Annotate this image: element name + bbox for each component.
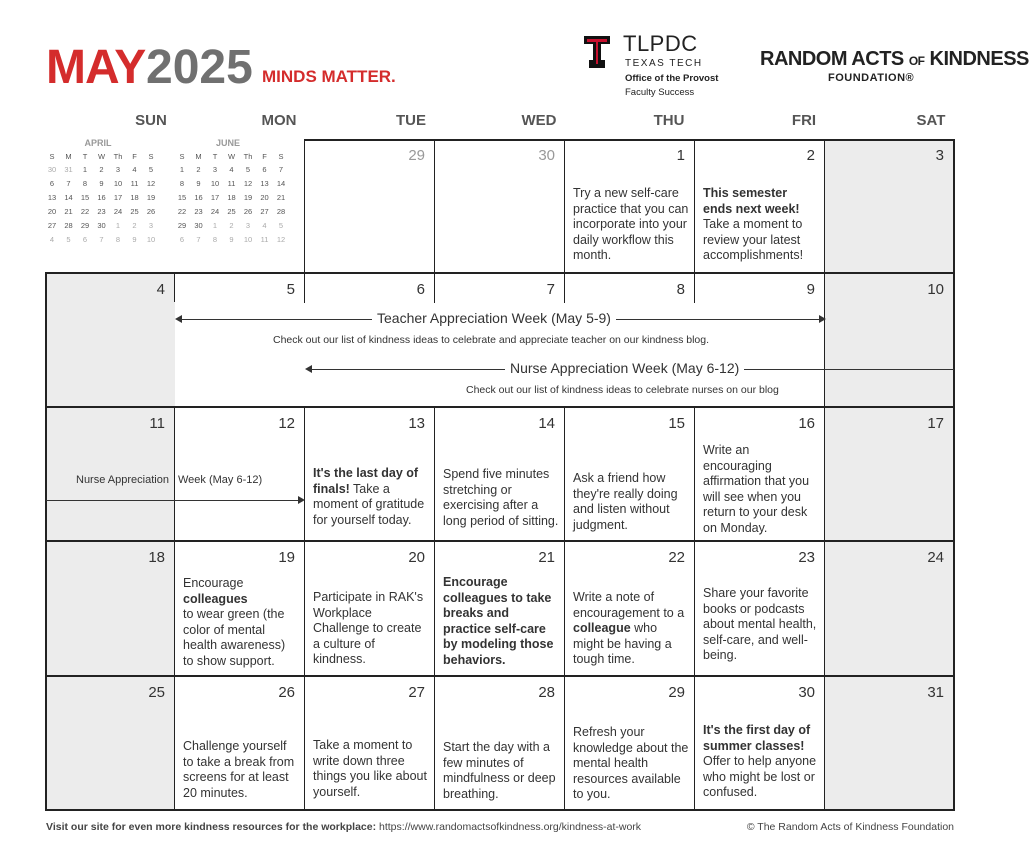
grid-line xyxy=(46,272,955,274)
mini-calendar-day: 9 xyxy=(132,235,137,244)
texas-tech-logo-icon xyxy=(582,34,612,70)
mini-calendar-dow: M xyxy=(65,152,72,161)
day-cell-may-28[interactable] xyxy=(435,676,565,810)
mini-calendar-dow: S xyxy=(148,152,154,161)
mini-calendar-day: 19 xyxy=(243,193,253,202)
mini-calendar-day: 2 xyxy=(99,165,104,174)
mini-calendar-day: 9 xyxy=(229,235,234,244)
mini-calendar-day: 10 xyxy=(113,179,123,188)
mini-calendar-day: 11 xyxy=(227,179,236,188)
rak-logo-line2: FOUNDATION® xyxy=(828,72,915,84)
mini-calendar-day: 14 xyxy=(64,193,73,202)
mini-calendar-day: 13 xyxy=(47,193,57,202)
weekday-sun: SUN xyxy=(135,112,167,129)
mini-calendar-day: 3 xyxy=(212,165,218,174)
mini-calendar-day: 12 xyxy=(243,179,253,188)
mini-calendar-day: 3 xyxy=(245,221,251,230)
mini-calendar-day: 17 xyxy=(113,193,123,202)
mini-calendar-day: 25 xyxy=(130,207,139,216)
mini-calendar-day: 7 xyxy=(278,165,284,174)
mini-calendar-day: 2 xyxy=(196,165,201,174)
mini-calendar-day: 22 xyxy=(80,207,90,216)
mini-calendar-day: 23 xyxy=(194,207,203,216)
mini-calendar-day: 1 xyxy=(212,221,218,230)
day-cell-may-10[interactable] xyxy=(825,273,954,407)
day-cell-may-31[interactable] xyxy=(825,676,954,810)
day-number: 14 xyxy=(538,415,555,432)
mini-calendar-day: 16 xyxy=(97,193,106,202)
nurse-week-desc[interactable]: Check out our list of kindness ideas to celebrate nurses on our blog xyxy=(466,384,779,396)
day-note: This semester ends next week! Take a moment to review your latest accomplishments! xyxy=(703,186,804,262)
day-note: Share your favorite books or podcasts about mental health, self-care, and well-being. xyxy=(703,586,817,662)
day-cell-may-17[interactable] xyxy=(825,407,954,541)
day-note: Write an encouraging affirmation that you will see when you return to your desk on Monday. xyxy=(703,443,810,535)
mini-calendar-dow: W xyxy=(97,152,106,161)
weekday-tue: TUE xyxy=(396,112,426,129)
mini-calendar-day: 27 xyxy=(260,207,269,216)
grid-line xyxy=(304,406,305,811)
day-number: 30 xyxy=(798,684,815,701)
mini-calendar-day: 8 xyxy=(212,235,218,244)
day-note: It's the first day of summer classes! Offer to help anyone who might be lost or confused. xyxy=(703,723,817,799)
day-number: 11 xyxy=(149,415,165,432)
day-cell-may-16[interactable] xyxy=(695,407,825,541)
day-cell-may-14[interactable] xyxy=(435,407,565,541)
mini-calendar-dow: Th xyxy=(113,152,123,161)
mini-calendar-day: 6 xyxy=(179,235,185,244)
day-note: Take a moment to write down three things you like about yourself. xyxy=(313,738,427,799)
grid-line xyxy=(304,139,305,303)
mini-calendar-day: 6 xyxy=(262,165,267,174)
day-number: 12 xyxy=(278,415,295,432)
weekday-sat: SAT xyxy=(916,112,946,129)
day-note: Refresh your knowledge about the mental health resources available to you. xyxy=(573,725,689,801)
day-number: 19 xyxy=(278,549,295,566)
grid-line xyxy=(564,139,565,303)
mini-calendar-day: 15 xyxy=(80,193,90,202)
mini-calendar-june xyxy=(178,138,294,248)
day-note: Try a new self-care practice that you can incorporate into your daily workflow this month. xyxy=(573,186,689,262)
mini-calendar-day: 29 xyxy=(80,221,90,230)
mini-calendar-title: JUNE xyxy=(215,138,240,148)
day-number: 29 xyxy=(668,684,685,701)
day-note: Start the day with a few minutes of mindfulness or deep breathing. xyxy=(443,740,556,801)
mini-calendar-day: 28 xyxy=(276,207,286,216)
mini-calendar-day: 5 xyxy=(278,221,284,230)
mini-calendar-day: 29 xyxy=(177,221,187,230)
day-number: 9 xyxy=(806,281,815,298)
grid-line xyxy=(46,540,955,542)
mini-calendar-day: 1 xyxy=(82,165,88,174)
mini-calendar-day: 17 xyxy=(210,193,220,202)
mini-calendar-day: 16 xyxy=(194,193,203,202)
day-note: Ask a friend how they're really doing and listen without judgment. xyxy=(573,471,678,532)
faculty-label: Faculty Success xyxy=(625,87,695,98)
mini-calendar-dow: S xyxy=(278,152,284,161)
month-title: MAY xyxy=(46,41,146,94)
grid-line xyxy=(953,139,955,811)
mini-calendar-day: 4 xyxy=(49,235,55,244)
day-number: 5 xyxy=(286,281,295,298)
nurse-week-cont-label-a: Nurse Appreciation xyxy=(76,474,169,486)
mini-calendar-day: 8 xyxy=(115,235,121,244)
day-cell-may-5[interactable] xyxy=(175,273,305,303)
mini-calendar-dow: S xyxy=(179,152,185,161)
arrow-left-icon xyxy=(305,365,312,373)
day-cell-may-19[interactable] xyxy=(175,541,305,676)
day-cell-may-13[interactable] xyxy=(305,407,435,541)
mini-calendar-day: 8 xyxy=(179,179,185,188)
mini-calendar-day: 23 xyxy=(97,207,106,216)
grid-line xyxy=(46,406,955,408)
day-cell-may-4[interactable] xyxy=(46,273,175,407)
mini-calendar-day: 24 xyxy=(113,207,123,216)
day-number: 1 xyxy=(676,147,685,164)
day-number: 2 xyxy=(806,147,815,164)
mini-calendar-day: 11 xyxy=(260,235,269,244)
mini-calendar-day: 2 xyxy=(229,221,234,230)
mini-calendar-day: 21 xyxy=(64,207,73,216)
nurse-week-title: Nurse Appreciation Week (May 6-12) xyxy=(505,360,744,376)
day-number: 7 xyxy=(546,281,555,298)
day-note: Encourage colleagues to take breaks and practice self-care by modeling those behaviors. xyxy=(443,575,554,667)
day-note: Write a note of encouragement to a colleague who might be having a tough time. xyxy=(573,590,685,666)
day-number: 4 xyxy=(156,281,165,298)
mini-calendar-dow: F xyxy=(132,152,137,161)
arrow-right-icon xyxy=(298,496,305,504)
mini-calendar-day: 12 xyxy=(146,179,156,188)
day-number: 23 xyxy=(798,549,815,566)
mini-calendar-day: 6 xyxy=(49,179,55,188)
day-cell-may-25[interactable] xyxy=(46,676,175,810)
day-cell-may-15[interactable] xyxy=(565,407,695,541)
day-cell-may-1[interactable] xyxy=(565,139,695,273)
mini-calendar-day: 9 xyxy=(99,179,104,188)
mini-calendar-day: 6 xyxy=(82,235,88,244)
day-cell-may-23[interactable] xyxy=(695,541,825,676)
grid-line xyxy=(45,272,47,811)
teacher-week-title: Teacher Appreciation Week (May 5-9) xyxy=(372,310,616,326)
mini-calendar-day: 26 xyxy=(243,207,253,216)
day-cell-may-8[interactable] xyxy=(565,273,695,303)
grid-line xyxy=(694,406,695,811)
day-cell-may-21[interactable] xyxy=(435,541,565,676)
mini-calendar-day: 4 xyxy=(262,221,267,230)
grid-line xyxy=(434,406,435,811)
mini-calendar-day: 3 xyxy=(148,221,154,230)
mini-calendar-day: 21 xyxy=(276,193,286,202)
mini-calendar-dow: W xyxy=(227,152,236,161)
mini-calendar-day: 1 xyxy=(115,221,121,230)
day-cell-may-6[interactable] xyxy=(305,273,435,303)
day-cell-may-22[interactable] xyxy=(565,541,695,676)
weekday-fri: FRI xyxy=(791,112,817,129)
day-cell-may-9[interactable] xyxy=(695,273,825,303)
mini-calendar-april xyxy=(48,138,164,248)
grid-line xyxy=(564,406,565,811)
day-number: 26 xyxy=(278,684,295,701)
mini-calendar-day: 18 xyxy=(130,193,139,202)
day-number: 29 xyxy=(408,147,425,164)
day-cell-may-30[interactable] xyxy=(695,676,825,810)
day-cell-may-2[interactable] xyxy=(695,139,825,273)
mini-calendar-day: 12 xyxy=(276,235,286,244)
mini-calendar-day: 5 xyxy=(245,165,251,174)
mini-calendar-day: 7 xyxy=(196,235,201,244)
mini-calendar-day: 9 xyxy=(196,179,201,188)
day-cell[interactable] xyxy=(305,139,435,273)
mini-calendar-day: 18 xyxy=(227,193,236,202)
day-cell-may-24[interactable] xyxy=(825,541,954,676)
mini-calendar-title: APRIL xyxy=(84,138,112,148)
mini-calendar-day: 13 xyxy=(260,179,269,188)
mini-calendar-day: 7 xyxy=(66,179,71,188)
day-number: 6 xyxy=(416,281,425,298)
texas-tech-label: TEXAS TECH xyxy=(625,58,703,69)
footer-copyright: © The Random Acts of Kindness Foundation xyxy=(746,821,954,833)
footer-link[interactable]: Visit our site for even more kindness resources for the workplace: https://www.randomactsofkindness.org/kindness-at-work xyxy=(46,821,642,833)
day-number: 3 xyxy=(935,147,944,164)
grid-line xyxy=(434,139,435,303)
arrow-right-icon xyxy=(819,315,826,323)
mini-calendar-day: 25 xyxy=(227,207,236,216)
mini-calendar-day: 30 xyxy=(97,221,106,230)
provost-label: Office of the Provost xyxy=(625,73,719,84)
grid-line xyxy=(824,139,825,811)
mini-calendar-day: 1 xyxy=(179,165,185,174)
mini-calendar-day: 28 xyxy=(64,221,73,230)
day-cell-may-18[interactable] xyxy=(46,541,175,676)
day-number: 25 xyxy=(148,684,165,701)
mini-calendar-dow: Th xyxy=(243,152,253,161)
day-number: 20 xyxy=(408,549,425,566)
tagline: MINDS MATTER. xyxy=(262,67,396,86)
weekday-mon: MON xyxy=(261,112,297,129)
mini-calendar-day: 14 xyxy=(276,179,286,188)
day-cell-may-26[interactable] xyxy=(175,676,305,810)
day-cell[interactable] xyxy=(435,139,565,273)
mini-calendar-day: 7 xyxy=(99,235,104,244)
teacher-week-desc[interactable]: Check out our list of kindness ideas to celebrate and appreciate teacher on our kindness blog. xyxy=(273,334,710,346)
tlpdc-name: TLPDC xyxy=(623,31,698,56)
weekday-wed: WED xyxy=(521,112,557,129)
day-number: 16 xyxy=(798,415,815,432)
mini-calendar-dow: T xyxy=(212,152,218,161)
rak-logo-line1: RANDOM ACTS OF KINDNESS xyxy=(760,48,1029,70)
mini-calendar-day: 15 xyxy=(177,193,187,202)
mini-calendar-day: 4 xyxy=(132,165,137,174)
day-number: 24 xyxy=(927,549,944,566)
day-number: 13 xyxy=(408,415,425,432)
mini-calendar-day: 5 xyxy=(66,235,71,244)
grid-line xyxy=(174,406,175,811)
mini-calendar-dow: T xyxy=(82,152,88,161)
mini-calendar-day: 4 xyxy=(229,165,234,174)
arrow-left-icon xyxy=(175,315,182,323)
grid-line xyxy=(694,139,695,303)
day-cell-may-3[interactable] xyxy=(825,139,954,273)
day-number: 15 xyxy=(668,415,685,432)
day-number: 18 xyxy=(148,549,165,566)
day-note: Spend five minutes stretching or exercising after a long period of sitting. xyxy=(443,467,559,528)
mini-calendar-day: 27 xyxy=(47,221,57,230)
nurse-week-cont-label-b: Week (May 6-12) xyxy=(178,474,263,486)
mini-calendar-day: 30 xyxy=(47,165,57,174)
day-number: 17 xyxy=(927,415,944,432)
grid-line xyxy=(46,809,955,811)
mini-calendar-day: 20 xyxy=(47,207,57,216)
day-note: Participate in RAK's Workplace Challenge to create a culture of kindness. xyxy=(313,590,424,666)
day-number: 8 xyxy=(676,281,685,298)
day-number: 28 xyxy=(538,684,555,701)
mini-calendar-day: 20 xyxy=(260,193,269,202)
day-number: 22 xyxy=(668,549,685,566)
mini-calendar-day: 30 xyxy=(194,221,203,230)
day-note: Challenge yourself to take a break from screens for at least 20 minutes. xyxy=(183,739,295,800)
mini-calendar-dow: S xyxy=(49,152,55,161)
day-cell-may-7[interactable] xyxy=(435,273,565,303)
mini-calendar-day: 5 xyxy=(148,165,154,174)
nurse-week-cont-line xyxy=(46,500,299,501)
mini-calendar-day: 10 xyxy=(243,235,253,244)
mini-calendar-day: 19 xyxy=(146,193,156,202)
day-cell-may-29[interactable] xyxy=(565,676,695,810)
grid-line xyxy=(174,272,175,302)
day-number: 30 xyxy=(538,147,555,164)
mini-calendar-day: 10 xyxy=(146,235,156,244)
mini-calendar-day: 8 xyxy=(82,179,88,188)
day-cell-may-20[interactable] xyxy=(305,541,435,676)
mini-calendar-dow: F xyxy=(262,152,267,161)
day-note: Encourage colleagues to wear green (the color of mental health awareness) to show support. xyxy=(183,576,286,668)
mini-calendar-day: 10 xyxy=(210,179,220,188)
day-note: It's the last day of finals! Take a moment of gratitude for yourself today. xyxy=(313,466,425,527)
mini-calendar-day: 26 xyxy=(146,207,156,216)
weekday-thu: THU xyxy=(653,112,685,129)
year-title: 2025 xyxy=(146,41,253,94)
day-number: 31 xyxy=(927,684,944,701)
mini-calendar-day: 31 xyxy=(64,165,73,174)
day-number: 21 xyxy=(538,549,555,566)
mini-calendar-day: 2 xyxy=(132,221,137,230)
mini-calendar-day: 22 xyxy=(177,207,187,216)
day-cell-may-27[interactable] xyxy=(305,676,435,810)
day-number: 27 xyxy=(408,684,425,701)
mini-calendar-dow: M xyxy=(195,152,202,161)
mini-calendar-day: 11 xyxy=(130,179,139,188)
mini-calendar-day: 3 xyxy=(115,165,121,174)
day-number: 10 xyxy=(927,281,944,298)
mini-calendar-day: 24 xyxy=(210,207,220,216)
grid-line xyxy=(46,675,955,677)
grid-line xyxy=(305,139,955,141)
